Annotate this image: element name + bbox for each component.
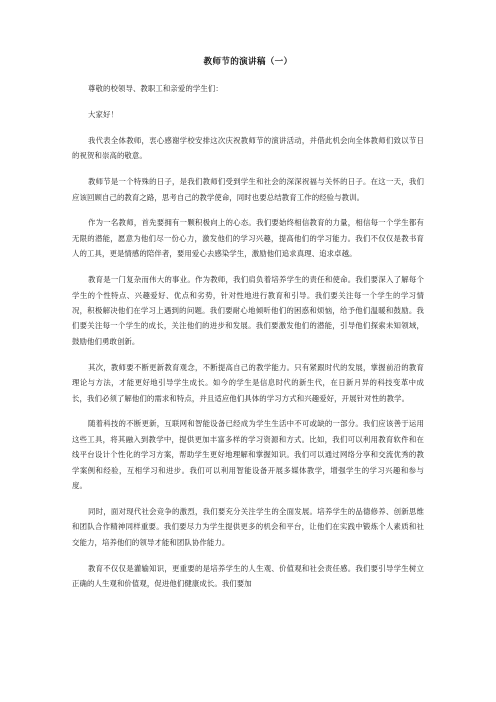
body-paragraph: 同时，面对现代社会竞争的激烈，我们要充分关注学生的全面发展。培养学生的品德修养、创新思维和团队合作精神同样重要。我们要尽力为学生提供更多的机会和平台，让他们在实践中锻炼个人素质和社交能力，培养他们的领导才能和团队协作能力。 [72, 506, 424, 547]
document-title: 教师节的演讲稿（一） [203, 57, 293, 67]
body-paragraph: 作为一名教师，首先要拥有一颗积极向上的心态。我们要始终相信教育的力量，相信每一个学生都有无限的潜能，愿意为他们尽一份心力，激发他们的学习兴趣，提高他们的学习能力。我们不仅仅是教书育人的工具，更是情感的陪伴者，要用爱心去感染学生，激励他们追求真理、追求卓越。 [72, 218, 424, 259]
body-paragraph: 教育不仅仅是灌输知识，更重要的是培养学生的人生观、价值观和社会责任感。我们要引导学生树立正确的人生观和价值观，促进他们健康成长。我们要加 [72, 563, 424, 589]
body-paragraph: 其次，教师要不断更新教育观念，不断提高自己的教学能力。只有紧跟时代的发展，掌握前沿的教育理论与方法，才能更好地引导学生成长。如今的学生是信息时代的新生代，在日新月异的科技变革中成长，我们必须了解他们的需求和特点，并且适应他们具体的学习方式和兴趣爱好，开展针对性的教学。 [72, 362, 424, 403]
salutation-paragraph: 尊敬的校领导、教职工和亲爱的学生们： [88, 84, 223, 93]
greeting-paragraph: 大家好！ [88, 109, 118, 119]
body-paragraph: 教育是一门复杂而伟大的事业。作为教师，我们肩负着培养学生的责任和使命。我们要深入了解每个学生的个性特点、兴趣爱好、优点和劣势，针对性地进行教育和引导。我们要关注每一个学生的学习情况，积极解决他们在学习上遇到的问题。我们要耐心地倾听他们的困惑和烦恼，给予他们温暖和鼓励。我们要关注每一个学生的成长，关注他们的进步和发展。我们要激发他们的潜能，引导他们探索未知领域，鼓励他们勇敢创新。 [72, 275, 424, 346]
document-body [72, 81, 424, 602]
body-paragraph: 教师节是一个特殊的日子，是我们教师们受到学生和社会的深深祝福与关怀的日子。在这一天，我们应该回顾自己的教育之路，思考自己的教学使命，同时也要总结教育工作的经验与教训。 [72, 177, 424, 202]
body-paragraph: 我代表全体教师，衷心感谢学校安排这次庆祝教师节的演讲活动，并借此机会向全体教师们致以节日的祝贺和崇高的敬意。 [72, 135, 424, 161]
body-paragraph: 随着科技的不断更新，互联网和智能设备已经成为学生生活中不可或缺的一部分。我们应该善于运用这些工具，将其融入到教学中，提供更加丰富多样的学习资源和方式。比如，我们可以利用教育软件和在线平台设计个性化的学习方案，帮助学生更好地理解和掌握知识。我们可以通过网络分享和交流优秀的教学案例和经验，互相学习和进步。我们可以利用智能设备开展多媒体教学，增强学生的学习兴趣和参与度。 [72, 419, 424, 491]
